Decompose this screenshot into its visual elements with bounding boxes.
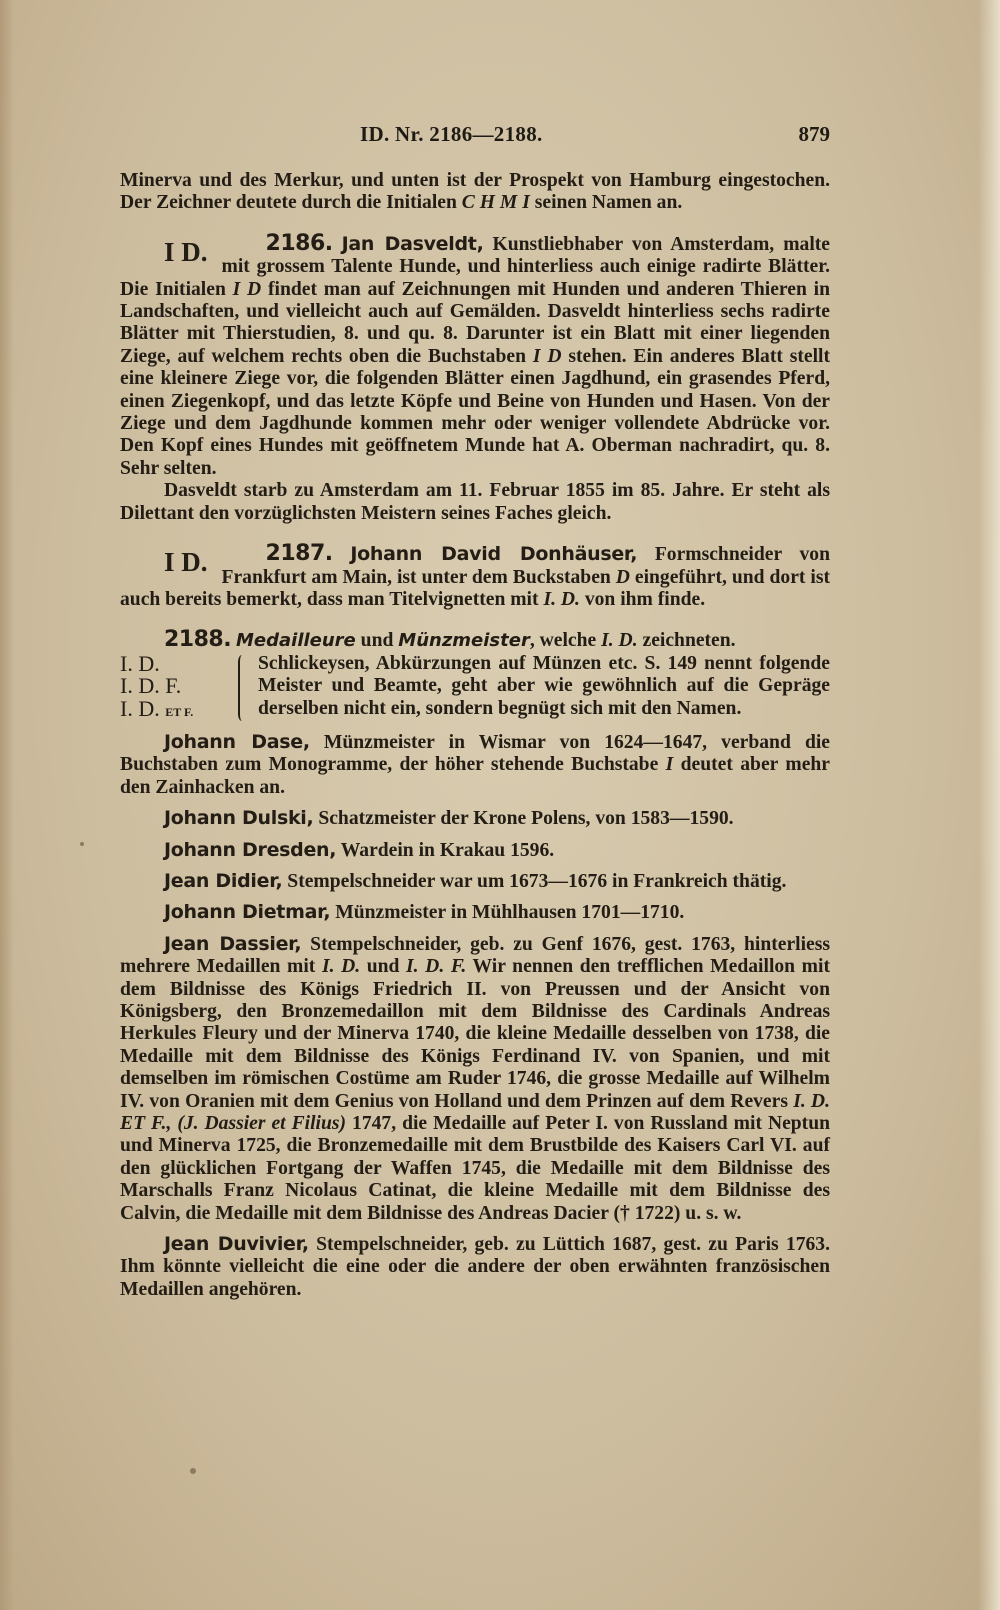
entry-dulski [120, 807, 830, 830]
monogram: I. D. [120, 650, 160, 676]
artist-name: Johann Dresden, [164, 838, 337, 861]
entry-number: 2188. [164, 627, 232, 653]
artist-name: Jean Duvivier, [164, 1233, 309, 1256]
running-title: ID. Nr. 2186—2188. [360, 122, 543, 146]
entry-2186-paragraph-2 [120, 480, 830, 525]
entry-dietmar [120, 901, 830, 924]
intro-text: Minerva und des Merkur, und unten ist der Prospekt von Hamburg eingestochen. Der Zeichner deutete durch die Initialen [120, 170, 830, 214]
ink-speck [190, 1468, 196, 1474]
entry-2186-heading-line [120, 230, 830, 480]
initials-italic: I [665, 754, 674, 776]
artist-name: Johann Dietmar, [164, 901, 331, 924]
entry-text: Wir nennen den trefflichen Medaillon mit dem Bildnisse des Königs Friedrich II. von Preussen und der Ansicht von Königsberg, den Bronzemedaillon mit dem Bildnisse des Cardinals Andreas Herkules Fleury und der Minerva 1740, die kleine Medaille desselben von 1738, die Medaille mit dem Bildnisse des Königs Ferdinand IV. von Spanien, und mit demselben im römischen Costüme am Ruder 1746, die grosse Medaille auf Wilhelm IV. von Oranien mit dem Genius von Holland und dem Prinzen auf dem Revers [120, 956, 830, 1112]
entry-text: Stempelschneider, geb. zu Lüttich 1687, gest. zu Paris 1763. Ihm könnte vielleicht die eine oder die andere der oben erwähnten französischen Medaillen angehören. [120, 1234, 830, 1300]
entry-2188-heading [120, 629, 830, 652]
entry-text: Dasveldt starb zu Amsterdam am 11. Februar 1855 im 85. Jahre. Er steht als Dilettant den vorzüglichsten Meistern seines Faches gleich. [120, 480, 830, 524]
monogram-block [120, 650, 830, 723]
artist-name: Jean Didier, [164, 869, 283, 892]
entry-text: findet man auf Zeichnungen mit Hunden und anderen Thieren in Landschaften, und vielleicht auch auf Gemälden. Dasveldt hinterliess sechs radirte Blätter mit Thierstudien, 8. und qu. 8. Darunter ist ein Blatt mit einer liegenden Ziege, auf welchem rechts oben die Buchstaben [120, 278, 830, 367]
artist-name: Johann Dulski, [164, 807, 314, 830]
monogram-list [120, 650, 238, 723]
brace [238, 655, 248, 721]
entry-2187 [120, 543, 830, 611]
entry-dase [120, 731, 830, 799]
initials-italic: I. D. F. [406, 956, 467, 978]
page-number: 879 [798, 122, 830, 146]
ink-speck [80, 842, 84, 846]
entry-number: 2186. [265, 230, 333, 256]
entry-text: Stempelschneider war um 1673—1676 in Frankreich thätig. [282, 870, 787, 892]
monogram: I. D. F. [120, 673, 182, 699]
entry-dresden [120, 839, 830, 862]
monogram-suffix: ET F. [165, 704, 194, 719]
entry-text: und [360, 956, 407, 978]
artist-name: Jean Dassier, [164, 932, 302, 955]
initials-italic: I. D. [321, 956, 361, 978]
entry-didier [120, 870, 830, 893]
entry-number: 2187. [265, 541, 333, 567]
monogram-letters: I. D. [120, 695, 160, 721]
entry-text: zeichneten. [637, 630, 736, 652]
initials-italic: I D [532, 345, 562, 367]
entry-title-italic: Münzmeister [398, 630, 530, 652]
entry-text: Formschneider von Frankfurt am Main, ist unter dem Buckstaben [221, 544, 830, 588]
margin-monogram: I D. [164, 547, 208, 578]
entry-dassier [120, 933, 830, 1225]
entry-text: und [355, 630, 399, 652]
entry-text: deutet aber mehr den Zainhacken an. [120, 754, 830, 798]
intro-text-end: seinen Namen an. [529, 192, 683, 214]
initials-italic: D [615, 566, 630, 588]
intro-paragraph [120, 170, 830, 215]
margin-monogram: I D. [164, 236, 208, 267]
entry-text: Schatzmeister der Krone Polens, von 1583—1590. [313, 808, 734, 830]
entry-2188 [120, 629, 830, 723]
initials-italic: I. D. [543, 588, 580, 610]
entry-text: , welche [529, 630, 602, 652]
artist-name: Johann Dase, [164, 730, 310, 753]
initials-italic: I D [232, 278, 262, 300]
entry-text: Münzmeister in Mühlhausen 1701—1710. [330, 902, 685, 924]
entry-text: 1747, die Medaille auf Peter I. von Russland mit Neptun und Minerva 1725, die Bronzemedaille mit dem Brustbilde des Kaisers Carl VI. auf den glücklichen Fortgang der Waffen 1745, die Medaille mit dem Bildnisse des Marschalls Franz Nicolaus Catinat, die kleine Medaille mit dem Bildnisse des Calvin, die Medaille mit dem Bildnisse des Andreas Dacier († 1722) u. s. w. [120, 1113, 831, 1224]
entry-title-italic: Medailleure [236, 630, 356, 652]
page-body [120, 170, 830, 1301]
entry-text: Kunstliebhaber von Amsterdam, malte mit grossem Talente Hunde, und hinterliess auch einige radirte Blätter. Die Initialen [120, 233, 830, 300]
entry-text: eingeführt, und dort ist auch bereits bemerkt, dass man Titelvignetten mit [120, 566, 830, 610]
entry-2186 [120, 230, 830, 525]
running-header [120, 122, 830, 152]
monogram [120, 695, 238, 723]
entry-text: Stempelschneider, geb. zu Genf 1676, gest. 1763, hinterliess mehrere Medaillen mit [120, 933, 830, 978]
entry-text: Wardein in Krakau 1596. [336, 839, 555, 861]
initials-italic: I. D. [601, 630, 638, 652]
entry-text: Münzmeister in Wismar von 1624—1647, verband die Buchstaben zum Monogramme, der höher stehende Buchstabe [120, 731, 830, 776]
artist-name: Johann David Donhäuser, [350, 543, 638, 566]
entry-duvivier [120, 1233, 830, 1301]
entry-text: stehen. Ein anderes Blatt stellt eine kleinere Ziege vor, die folgenden Blätter einen Jagdhund, ein grasendes Pferd, einen Ziegenkopf, und das letzte Köpfe und Beine von Hunden und Hasen. Von der Ziege und dem Jagdhunde kommen mehr oder weniger vollendete Abdrücke vor. Den Kopf eines Hundes mit geöffnetem Munde hat A. Oberman nachradirt, qu. 8. Sehr selten. [120, 345, 830, 479]
monogram-description: Schlickeysen, Abkürzungen auf Münzen etc. S. 149 nennt folgende Meister und Beamte, geht aber wie gewöhnlich auf die Gepräge derselben nicht ein, sondern begnügt sich mit den Namen. [258, 652, 830, 719]
intro-initials: C H M I [461, 192, 530, 214]
entry-text: von ihm finde. [579, 588, 706, 610]
entry-2187-paragraph [120, 543, 830, 611]
artist-name: Jan Dasveldt, [341, 232, 484, 255]
initials-italic: I. D. ET F., (J. Dassier et Filius) [120, 1090, 830, 1135]
